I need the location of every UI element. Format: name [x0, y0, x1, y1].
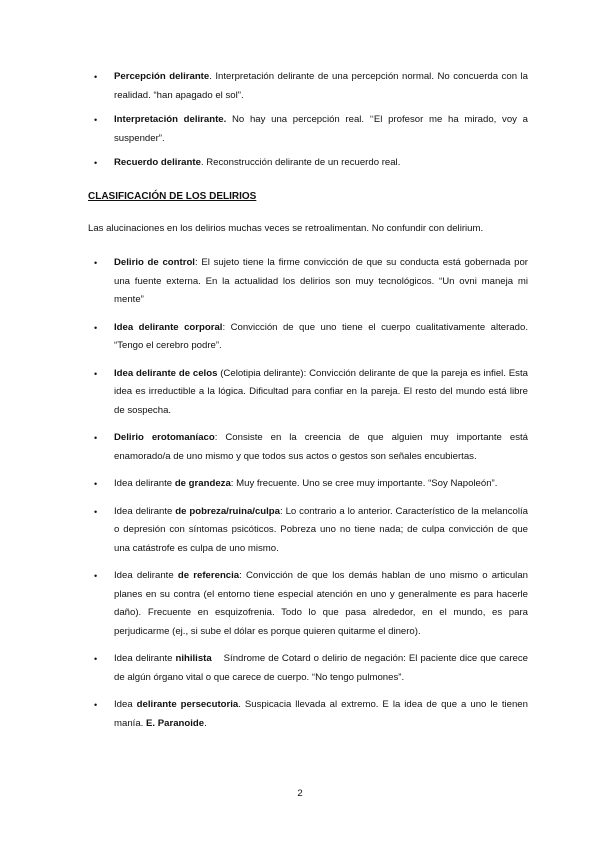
- item-term: Idea delirante de celos: [114, 367, 218, 379]
- item-prefix: Idea delirante: [114, 653, 176, 664]
- page-number: 2: [297, 788, 303, 799]
- list-item: [88, 475, 528, 494]
- list-item: [88, 319, 528, 356]
- item-term: Percepción delirante: [114, 71, 210, 82]
- item-text: . Interpretación delirante de una percepción normal. No concuerda con la realidad. “han apagado el sol”.: [114, 71, 529, 101]
- section-intro: Las alucinaciones en los delirios muchas veces se retroalimentan. No confundir con delirium.: [88, 222, 484, 234]
- item-term: nihilista: [175, 653, 212, 664]
- delusion-classification-list: [88, 254, 531, 733]
- item-term: de grandeza: [174, 478, 231, 489]
- item-text: : Consiste en la creencia de que alguien muy importante está enamorado/a de uno mismo y que todos sus actos o gestos son señales encubiertas.: [114, 432, 528, 462]
- item-text: : Muy frecuente. Uno se cree muy importante. “Soy Napoleón”.: [230, 478, 498, 489]
- item-text: : Lo contrario a lo anterior. Característico de la melancolía o depresión con síntomas psicóticos. Pobreza uno no tiene nada; de culpa convicción de que una catástrofe es culpa de uno mismo.: [114, 505, 528, 554]
- item-term: delirante persecutoria: [136, 699, 239, 710]
- item-term: Idea delirante corporal: [114, 321, 223, 333]
- list-item: [88, 154, 528, 173]
- item-term: Delirio erotomaníaco: [114, 432, 215, 443]
- item-text: . Reconstrucción delirante de un recuerdo real.: [200, 157, 401, 168]
- item-term: Recuerdo delirante: [114, 157, 201, 168]
- item-term: Interpretación delirante.: [114, 114, 227, 125]
- section-heading: CLASIFICACIÓN DE LOS DELIRIOS: [88, 190, 257, 202]
- item-term: de pobreza/ruina/culpa: [175, 505, 281, 517]
- item-prefix: Idea delirante: [114, 478, 175, 489]
- list-item: [88, 503, 528, 559]
- list-item: [88, 696, 528, 733]
- list-item: [88, 567, 528, 641]
- item-text: : Convicción de que uno tiene el cuerpo cualitativamente alterado. “Tengo el cerebro podre”.: [114, 321, 529, 351]
- list-item: [88, 111, 528, 148]
- item-text: . Suspicacia llevada al extremo. E la idea de que a uno le tienen manía.: [114, 699, 528, 729]
- list-item: [88, 365, 528, 421]
- item-text: (Celotipia delirante): Convicción delirante de que la pareja es infiel. Esta idea es irreductible a la lógica. Dificultad para confiar en la pareja. El resto del mundo está libre de sospecha.: [114, 367, 528, 416]
- item-term: Delirio de control: [114, 257, 195, 268]
- list-item: [88, 68, 528, 105]
- item-text: No hay una percepción real. ‘‘El profesor me ha mirado, voy a suspender”.: [114, 114, 528, 144]
- item-tail-text: .: [204, 717, 207, 729]
- item-prefix: Idea delirante: [114, 570, 178, 581]
- item-text: Síndrome de Cotard o delirio de negación: El paciente dice que carece de algún órgano vital o que carece de cuerpo. “No tengo pulmones”.: [114, 653, 531, 683]
- item-text: : El sujeto tiene la firme convicción de que su conducta está gobernada por una fuente externa. En la actualidad los delirios son muy tecnológicos. “Un ovni maneja mi mente”: [114, 257, 528, 305]
- item-text: : Convicción de que los demás hablan de uno mismo o articulan planes en su contra (el entorno tiene especial atención en uno y generalmente es para hacerle daño). Frecuente en esquizofrenia. Todo lo que pasa alrededor, en el mundo, es para perjudicarme (ej., si sube el dólar es porque quieren quitarme el dinero).: [114, 570, 528, 637]
- item-prefix: Idea: [114, 699, 137, 710]
- delusion-interpretation-list: [88, 68, 528, 173]
- list-item: [88, 650, 531, 687]
- page-content: [88, 68, 531, 742]
- item-tail-term: E. Paranoide: [146, 717, 205, 729]
- item-prefix: Idea delirante: [114, 505, 176, 517]
- list-item: [88, 429, 528, 466]
- list-item: [88, 254, 528, 310]
- item-term: de referencia: [177, 570, 240, 581]
